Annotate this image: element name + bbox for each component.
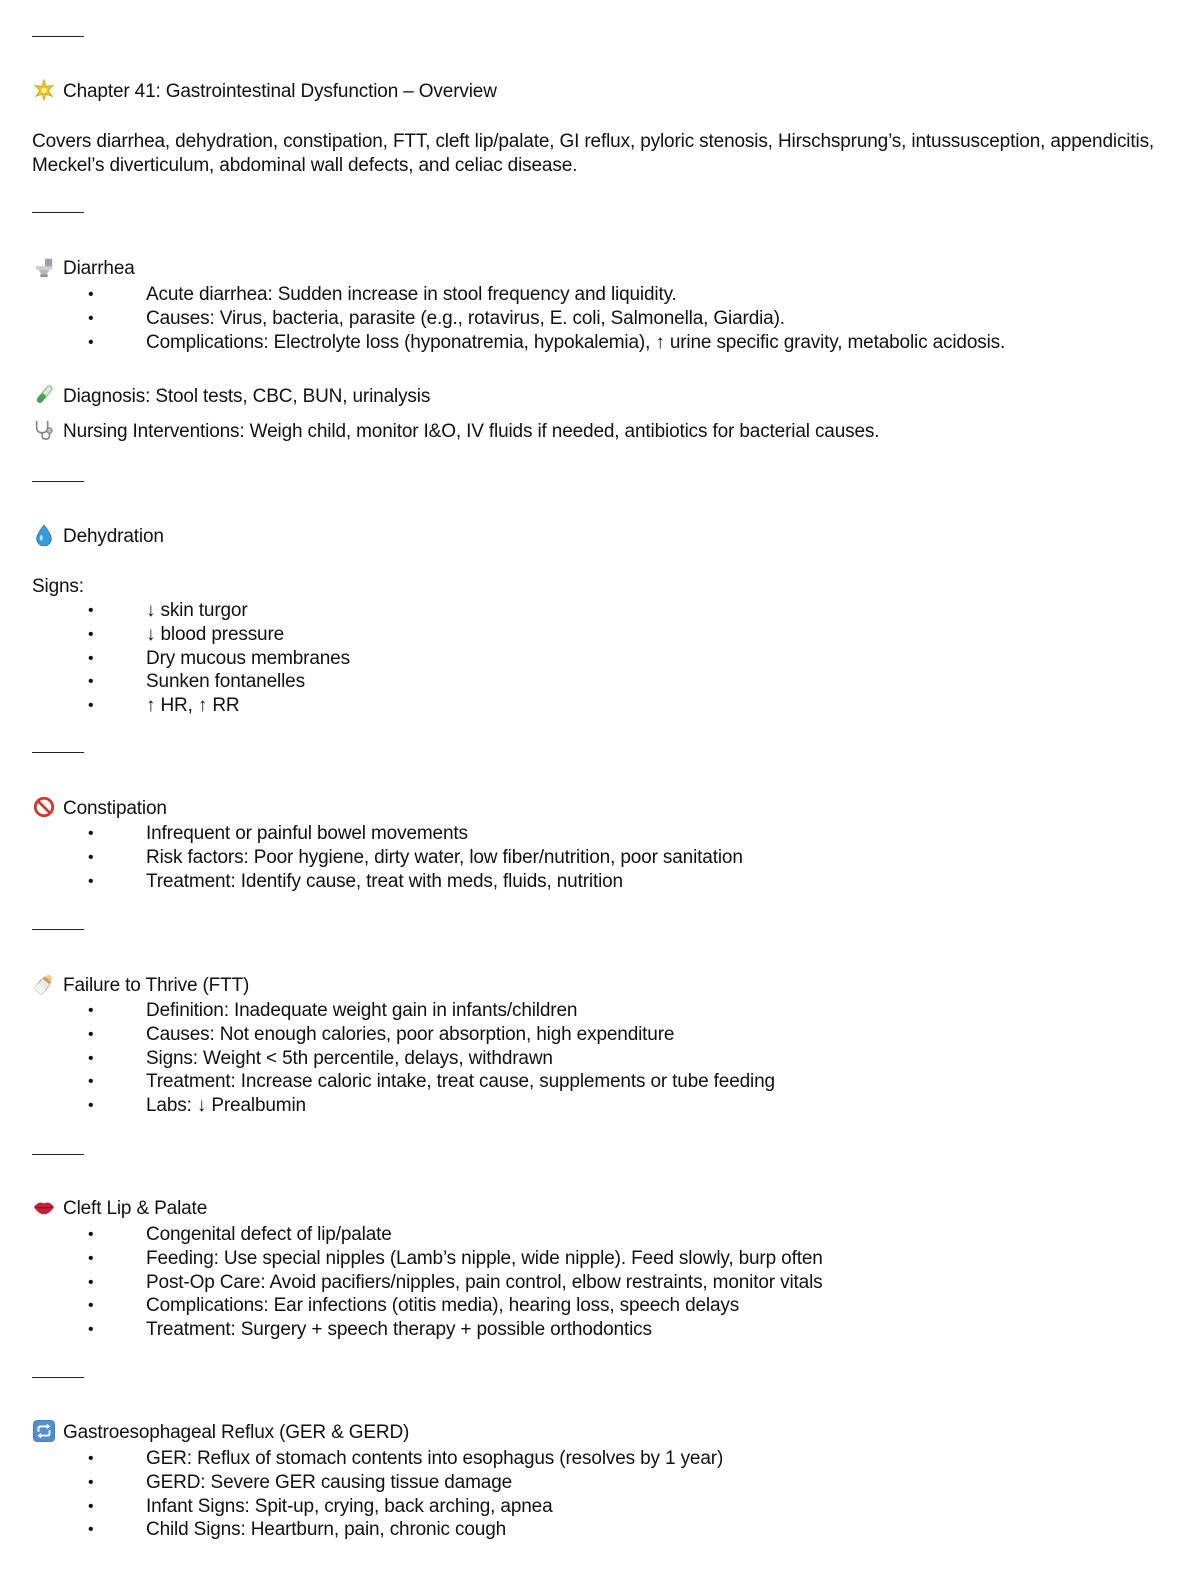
list-item: • ↓ blood pressure <box>32 623 350 647</box>
list-item: • Treatment: Surgery + speech therapy + possible orthodontics <box>32 1318 823 1342</box>
ftt-list <box>32 999 775 1118</box>
cleft-title: Cleft Lip & Palate <box>63 1198 208 1219</box>
section-divider <box>32 929 84 930</box>
baby-bottle-icon <box>32 973 56 995</box>
list-item: • ↓ skin turgor <box>32 599 350 623</box>
diarrhea-interventions <box>32 419 879 444</box>
dehydration-title: Dehydration <box>63 526 164 547</box>
stethoscope-icon <box>32 419 56 441</box>
cleft-heading <box>32 1196 207 1221</box>
prohibited-icon <box>32 796 56 818</box>
list-item: • Dry mucous membranes <box>32 647 350 671</box>
list-item: • Treatment: Identify cause, treat with meds, fluids, nutrition <box>32 870 743 894</box>
constipation-list <box>32 822 743 893</box>
overview-heading <box>32 79 497 104</box>
toilet-icon <box>32 256 56 278</box>
list-item: • Complications: Electrolyte loss (hyponatremia, hypokalemia), ↑ urine specific gravity, metabolic acidosis. <box>32 331 1005 355</box>
repeat-arrows-icon <box>32 1420 56 1442</box>
overview-title: Chapter 41: Gastrointestinal Dysfunction – Overview <box>63 81 497 102</box>
list-item: • Sunken fontanelles <box>32 670 350 694</box>
diarrhea-title: Diarrhea <box>63 258 135 279</box>
diarrhea-diagnosis <box>32 384 430 409</box>
section-divider <box>32 212 84 213</box>
list-item: • GER: Reflux of stomach contents into esophagus (resolves by 1 year) <box>32 1447 723 1471</box>
list-item: • Post-Op Care: Avoid pacifiers/nipples, pain control, elbow restraints, monitor vitals <box>32 1271 823 1295</box>
dehydration-list <box>32 599 350 718</box>
reflux-list <box>32 1447 723 1542</box>
reflux-heading <box>32 1420 409 1445</box>
constipation-heading <box>32 796 167 821</box>
diarrhea-heading <box>32 256 135 281</box>
list-item: • Causes: Virus, bacteria, parasite (e.g., rotavirus, E. coli, Salmonella, Giardia). <box>32 307 1005 331</box>
cleft-list <box>32 1223 823 1342</box>
lips-icon <box>32 1196 56 1218</box>
list-item: • Child Signs: Heartburn, pain, chronic cough <box>32 1518 723 1542</box>
list-item: • Treatment: Increase caloric intake, treat cause, supplements or tube feeding <box>32 1070 775 1094</box>
list-item: • Signs: Weight < 5th percentile, delays, withdrawn <box>32 1047 775 1071</box>
section-divider <box>32 36 84 37</box>
reflux-title: Gastroesophageal Reflux (GER & GERD) <box>63 1422 410 1443</box>
list-item: • Infant Signs: Spit-up, crying, back arching, apnea <box>32 1495 723 1519</box>
section-divider <box>32 752 84 753</box>
list-item: • Risk factors: Poor hygiene, dirty water, low fiber/nutrition, poor sanitation <box>32 846 743 870</box>
section-divider <box>32 1154 84 1155</box>
list-item: • Definition: Inadequate weight gain in infants/children <box>32 999 775 1023</box>
list-item: • Feeding: Use special nipples (Lamb’s nipple, wide nipple). Feed slowly, burp often <box>32 1247 823 1271</box>
constipation-title: Constipation <box>63 798 167 819</box>
list-item: • Labs: ↓ Prealbumin <box>32 1094 775 1118</box>
list-item: • Causes: Not enough calories, poor absorption, high expenditure <box>32 1023 775 1047</box>
signs-label: Signs: <box>32 576 84 597</box>
dehydration-heading <box>32 524 164 549</box>
section-divider <box>32 1377 84 1378</box>
test-tube-icon <box>32 384 56 406</box>
list-item: • GERD: Severe GER causing tissue damage <box>32 1471 723 1495</box>
list-item: • Complications: Ear infections (otitis media), hearing loss, speech delays <box>32 1294 823 1318</box>
ftt-heading <box>32 973 249 998</box>
overview-text: Covers diarrhea, dehydration, constipation, FTT, cleft lip/palate, GI reflux, pyloric stenosis, Hirschsprung’s, intussusception, appendicitis, Meckel’s diverticulum, abdominal wall defects, and celiac disease. <box>32 131 1155 176</box>
interventions-text: Nursing Interventions: Weigh child, monitor I&O, IV fluids if needed, antibiotics for bacterial causes. <box>63 421 880 442</box>
diagnosis-text: Diagnosis: Stool tests, CBC, BUN, urinalysis <box>63 386 431 407</box>
ftt-title: Failure to Thrive (FTT) <box>63 975 250 996</box>
diarrhea-list <box>32 283 1005 354</box>
list-item: • Congenital defect of lip/palate <box>32 1223 823 1247</box>
list-item: • ↑ HR, ↑ RR <box>32 694 350 718</box>
section-divider <box>32 481 84 482</box>
sparkle-icon <box>32 79 56 101</box>
list-item: • Infrequent or painful bowel movements <box>32 822 743 846</box>
droplet-icon <box>32 524 56 546</box>
list-item: • Acute diarrhea: Sudden increase in stool frequency and liquidity. <box>32 283 1005 307</box>
